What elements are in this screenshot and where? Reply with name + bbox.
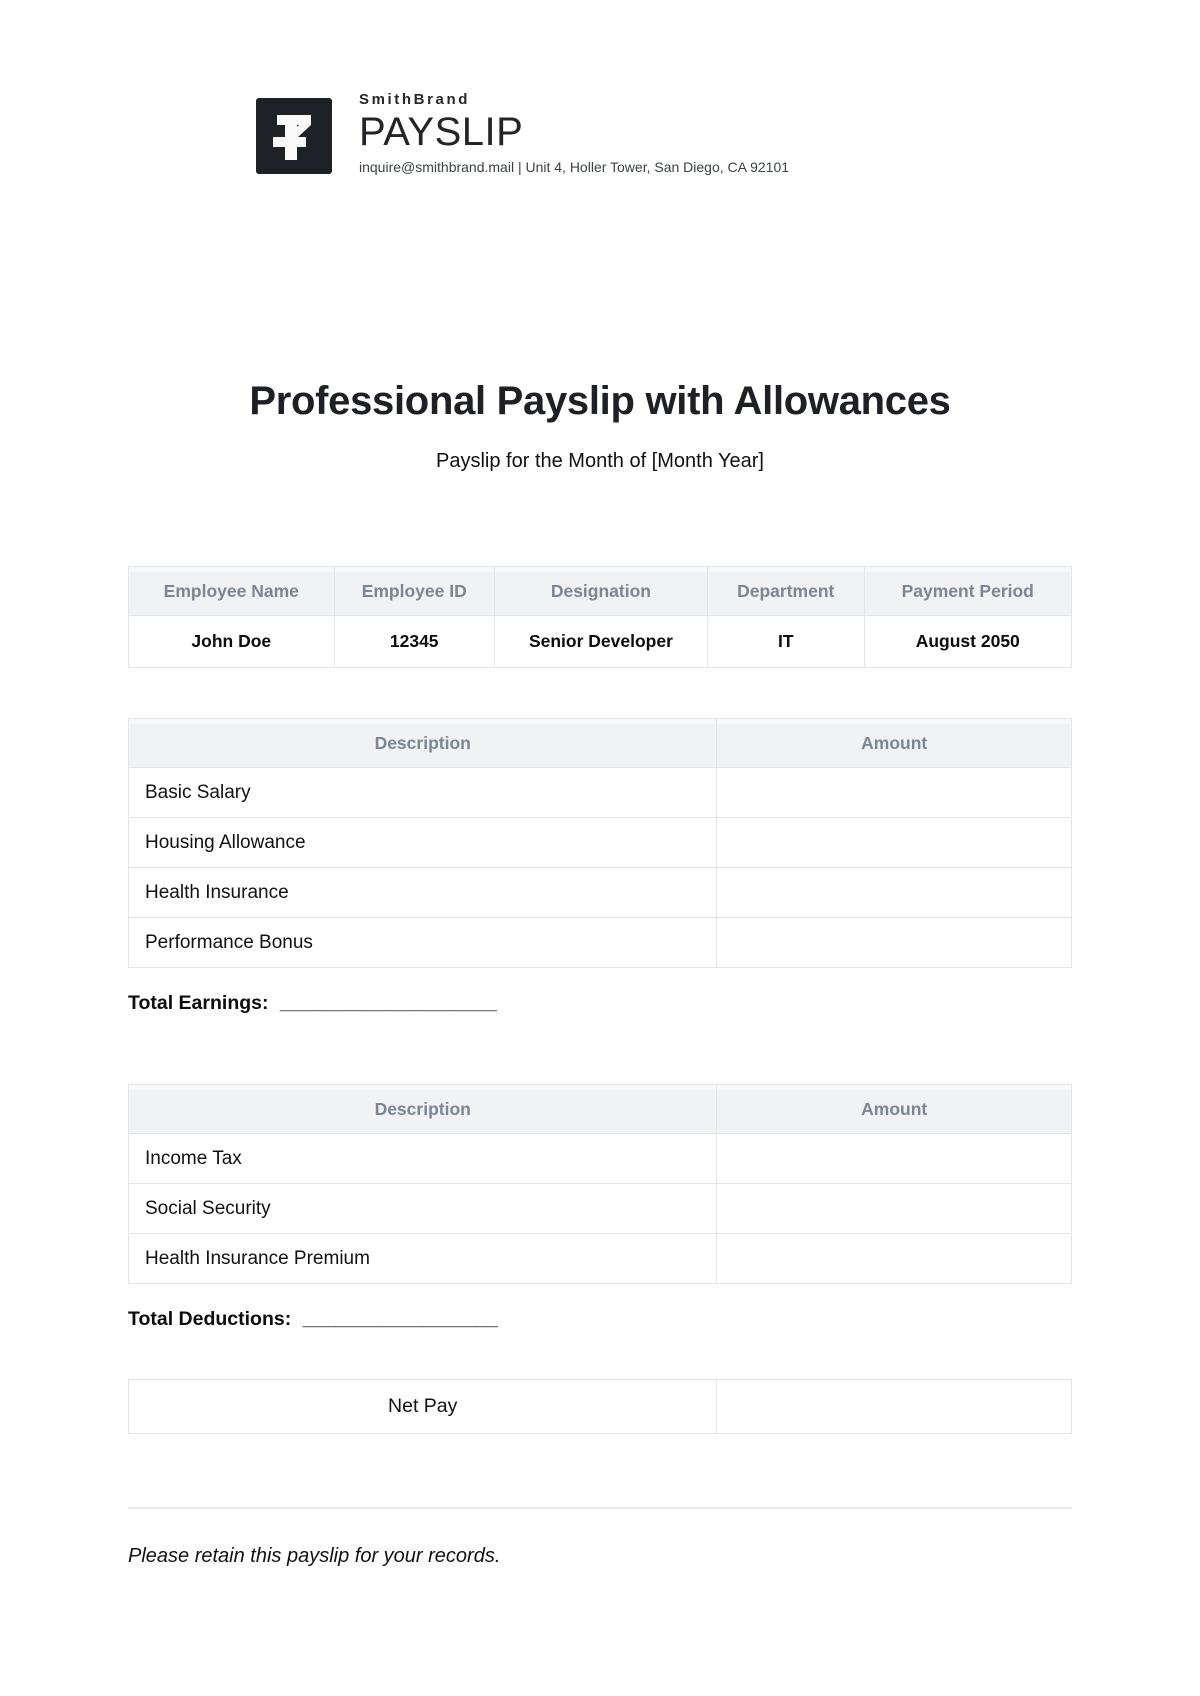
total-deductions-label: Total Deductions: [128,1308,292,1330]
earnings-block [128,718,1072,1015]
total-earnings-label: Total Earnings: [128,992,269,1014]
deductions-row [129,1234,1072,1284]
earnings-amount [717,868,1072,918]
department-value: IT [707,616,864,668]
deductions-row [129,1134,1072,1184]
employee-table [128,566,1072,668]
employee-name-value: John Doe [129,616,335,668]
designation-value: Senior Developer [494,616,707,668]
total-deductions-blank: __________________ [302,1308,498,1330]
brand-name: SmithBrand [359,91,471,108]
earnings-table [128,718,1072,968]
earnings-description: Health Insurance [129,868,717,918]
deductions-header-amount: Amount [717,1085,1072,1134]
brand-header [128,91,1072,179]
deductions-row [129,1184,1072,1234]
deductions-amount [717,1134,1072,1184]
header-department: Department [707,567,864,616]
deductions-description: Income Tax [129,1134,717,1184]
earnings-description: Performance Bonus [129,918,717,968]
earnings-amount [717,768,1072,818]
earnings-row [129,868,1072,918]
deductions-block [128,1084,1072,1331]
deductions-amount [717,1234,1072,1284]
page-subtitle: Payslip for the Month of [Month Year] [436,450,764,472]
payslip-page [128,0,1072,1568]
employee-table-header-row [129,567,1072,616]
header-employee-id: Employee ID [334,567,494,616]
net-pay-table [128,1379,1072,1434]
total-deductions-line [128,1308,1072,1331]
deductions-header-row [129,1085,1072,1134]
employee-table-data-row [129,616,1072,668]
header-employee-name: Employee Name [129,567,335,616]
deductions-description: Health Insurance Premium [129,1234,717,1284]
employee-id-value: 12345 [334,616,494,668]
document-type-label: PAYSLIP [359,110,524,154]
earnings-header-row [129,719,1072,768]
earnings-header-description: Description [129,719,717,768]
deductions-amount [717,1184,1072,1234]
earnings-amount [717,918,1072,968]
deductions-table [128,1084,1072,1284]
earnings-row [129,818,1072,868]
earnings-row [129,918,1072,968]
earnings-header-amount: Amount [717,719,1072,768]
deductions-description: Social Security [129,1184,717,1234]
header-payment-period: Payment Period [864,567,1072,616]
payment-period-value: August 2050 [864,616,1072,668]
footer-note: Please retain this payslip for your records. [128,1545,501,1567]
header-designation: Designation [494,567,707,616]
net-pay-label: Net Pay [129,1380,717,1434]
net-pay-amount [717,1380,1072,1434]
footer-divider [128,1507,1072,1509]
brand-contact: inquire@smithbrand.mail | Unit 4, Holler Tower, San Diego, CA 92101 [359,159,790,175]
brand-text-block [359,91,789,175]
earnings-amount [717,818,1072,868]
page-title: Professional Payslip with Allowances [249,379,951,423]
total-earnings-line [128,992,1072,1015]
deductions-header-description: Description [129,1085,717,1134]
net-pay-row [129,1380,1072,1434]
earnings-description: Basic Salary [129,768,717,818]
earnings-description: Housing Allowance [129,818,717,868]
brand-logo-icon [256,98,332,174]
earnings-row [129,768,1072,818]
total-earnings-blank: ____________________ [279,992,497,1014]
brand-logo [256,98,332,179]
